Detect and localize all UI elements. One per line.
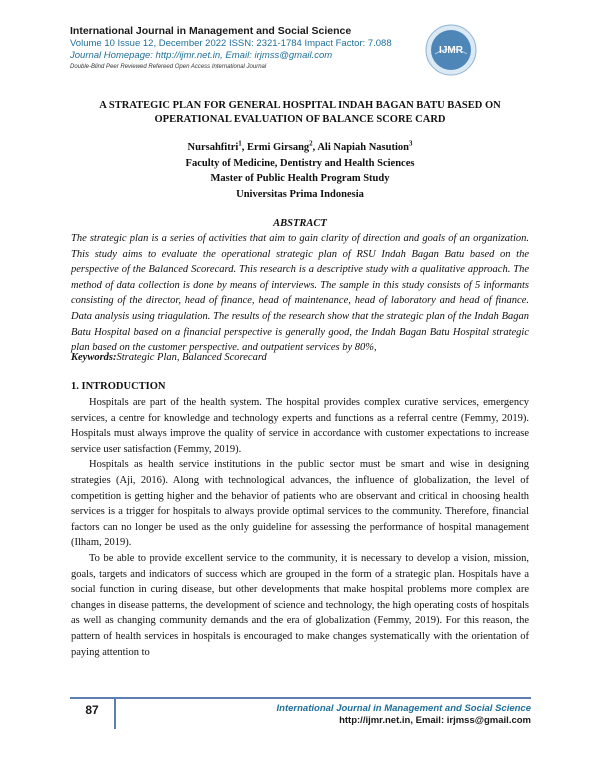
author-block [71, 140, 529, 202]
page-footer [70, 695, 531, 733]
paper-title [71, 99, 529, 127]
footer-url: http://ijmr.net.in, Email: irjmss@gmail.com [339, 715, 531, 726]
peer-review-note: Double-Blind Peer Reviewed Refereed Open Access International Journal [70, 64, 267, 70]
footer-journal-name: International Journal in Management and Social Science [276, 703, 531, 714]
introduction-body [71, 395, 529, 660]
page-number: 87 [85, 703, 99, 717]
paragraph: Hospitals are part of the health system. The hospital provides complex curative services, emergency services, a centre for knowledge and technology experts and functions as a referral centre (Femmy, 2019). Hospitals must always improve the quality of service in accordance with customer expectations to increase service user satisfaction (Femmy, 2019). [71, 397, 529, 455]
author-name: Nursahfitri [187, 142, 239, 153]
paragraph: To be able to provide excellent service to the community, it is necessary to develop a vision, mission, goals, targets and indicators of success which are grouped in the form of a strategic plan. Hospitals have a social function in curing disease, but other developments that make hospital problems more complex are changes in disease patterns, the development of science and technology, the high operating costs of hospitals as well as changing community demands and the era of globalization (Femmy, 2019). For this reason, the pattern of health services in hospitals is encouraged to make changes systematically with the orientation of paying attention to [71, 552, 529, 658]
author-affiliation-mark: 3 [408, 139, 413, 148]
abstract-text: The strategic plan is a series of activities that aim to gain clarity of direction and goals of an organization. This study aims to evaluate the operational strategic plan of RSU Indah Bagan Batu based on the perspective of the Balanced Scorecard. This research is a descriptive study with a qualitative approach. The method of data collection is done by means of interviews. The sample in this study consists of 5 informants consisting of the director, head of finance, head of maintenance, head of laboratory and head of finance. Data analysis using triagulation. The results of the research show that the strategic plan of the Indah Bagan Batu Hospital based on a financial perspective is generally good, the Indah Bagan Batu Hospital strategic plan based on the customer perspective. and outpatient services by 80%, [71, 233, 529, 354]
author-name: Ermi Girsang [247, 142, 310, 153]
keywords-text: Strategic Plan, Balanced Scorecard [116, 352, 267, 363]
paragraph: Hospitals as health service institutions in the public sector must be smart and wise in designing strategies (Aji, 2016). Along with technological advances, the influence of globalization, the level of competition is getting higher and the behavior of patients who are observant and critical in choosing health services is a trigger for hospitals to always provide optimal services to the community. Therefore, financial factors can no longer be used as the only guideline for assessing the performance of hospital management (Ilham, 2019). [71, 459, 529, 549]
footer-rule [70, 697, 531, 699]
affiliation-faculty: Faculty of Medicine, Dentistry and Health Sciences [185, 157, 415, 169]
paper-title-line-2: OPERATIONAL EVALUATION OF BALANCE SCORE CARD [154, 114, 446, 125]
author-affiliation-mark: 2 [309, 139, 313, 148]
author-list: Nursahfitri$^1$, Ermi Girsang$^2$, Ali Napiah Nasution$^3$ [187, 139, 413, 153]
volume-info: Volume 10 Issue 12, December 2022 ISSN: 2321-1784 Impact Factor: 7.088 [70, 38, 392, 49]
section-heading-introduction: 1. INTRODUCTION [71, 381, 166, 392]
journal-header [70, 24, 450, 72]
affiliation-university: Universitas Prima Indonesia [236, 188, 364, 200]
logo-text: IJMR [439, 45, 463, 56]
keywords-label: Keywords: [71, 352, 117, 363]
keywords [71, 350, 529, 366]
author-affiliation-mark: 1 [238, 139, 242, 148]
abstract-heading: ABSTRACT [273, 218, 327, 229]
affiliation-program: Master of Public Health Program Study [210, 173, 390, 184]
journal-logo-icon [425, 24, 477, 76]
paper-title-line-1: A STRATEGIC PLAN FOR GENERAL HOSPITAL INDAH BAGAN BATU BASED ON [99, 100, 501, 111]
journal-homepage: Journal Homepage: http://ijmr.net.in, Email: irjmss@gmail.com [70, 50, 333, 61]
journal-name: International Journal in Management and Social Science [70, 25, 352, 37]
author-name: Ali Napiah Nasution [317, 142, 409, 153]
